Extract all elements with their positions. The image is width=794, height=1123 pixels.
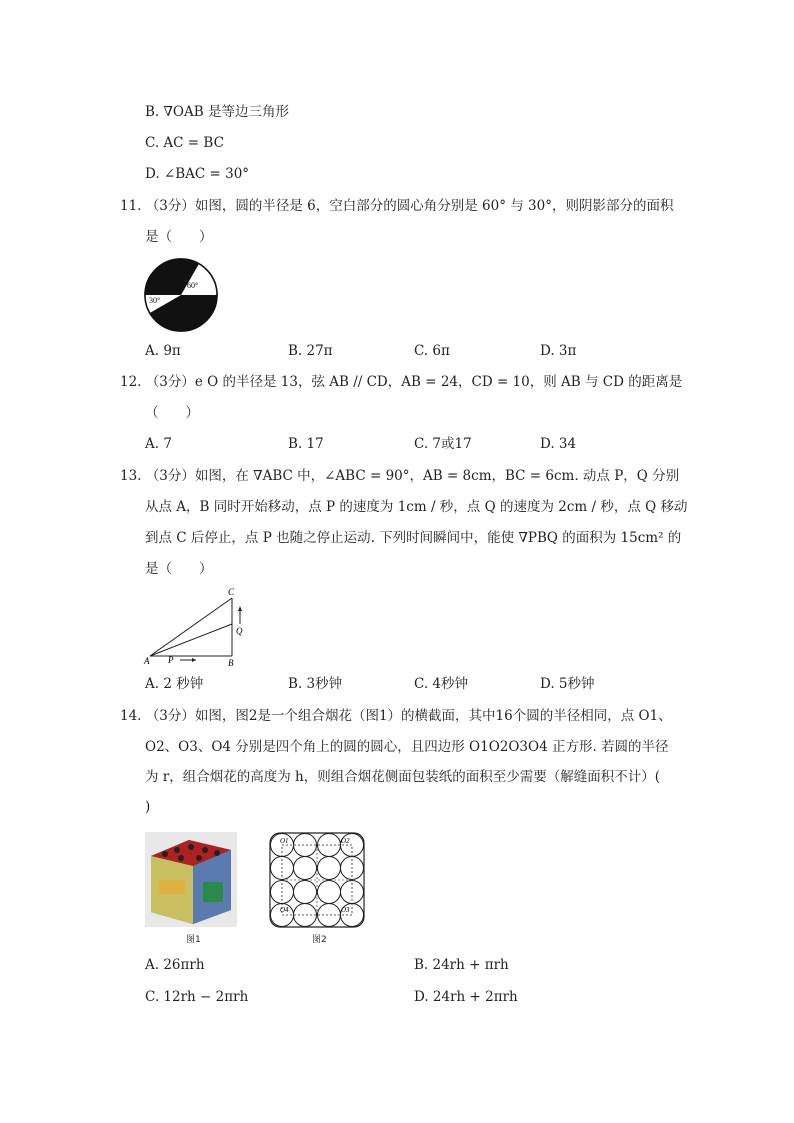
q13-label-a: A [144,656,150,666]
q14-label-o1: O1 [280,837,289,845]
q13-stem-line3: 到点 C 后停止，点 P 也随之停止运动. 下列时间瞬间中，能使 ∇PBQ 的面积为 15cm² 的 [145,530,682,546]
q14-label-o4: O4 [280,906,289,914]
q14-stem-line3: 为 r，组合烟花的高度为 h，则组合烟花侧面包装纸的面积至少需要（解缝面积不计）( [145,769,660,785]
q14-fireworks-photo [145,832,237,927]
q11-option-d: D. 3π [540,343,577,359]
q11-label-30: 30° [149,296,161,305]
q11-option-c: C. 6π [414,343,450,359]
q11-circle-figure [143,257,219,333]
q13-label-q: Q [236,626,243,636]
q14-option-a: A. 26πrh [145,957,205,973]
q14-fig1-caption: 图1 [186,935,201,945]
q12-option-c: C. 7或17 [414,436,472,452]
q14-label-o3: O3 [341,906,350,914]
q11-stem-line1: 11. （3分）如图，圆的半径是 6，空白部分的圆心角分别是 60° 与 30°，则阴影部分的面积 [120,198,674,214]
q13-option-c: C. 4秒钟 [414,676,469,692]
q14-circles-figure [269,832,365,928]
q14-label-o2: O2 [341,837,350,845]
q14-stem-line1: 14. （3分）如图，图2是一个组合烟花（图1）的横截面，其中16个圆的半径相同，点 O1、 [120,708,672,724]
q12-stem-line2: （ ） [145,405,199,421]
q13-stem-line1: 13. （3分）如图，在 ∇ABC 中，∠ABC = 90°，AB = 8cm，BC = 6cm. 动点 P，Q 分别 [120,468,680,484]
q12-option-d: D. 34 [540,436,577,452]
q10-option-d: D. ∠BAC = 30° [145,166,250,182]
q11-option-a: A. 9π [145,343,181,359]
q13-stem-line2: 从点 A，B 同时开始移动，点 P 的速度为 1cm / 秒，点 Q 的速度为 2cm / 秒，点 Q 移动 [145,499,688,515]
q11-stem-line2: 是（ ） [145,229,213,245]
q12-option-a: A. 7 [145,436,172,452]
q10-option-b: B. ∇OAB 是等边三角形 [145,104,289,120]
q13-label-b: B [228,658,234,668]
q14-option-d: D. 24rh + 2πrh [414,989,518,1005]
q12-stem-line1: 12. （3分）e O 的半径是 13，弦 AB // CD，AB = 24，CD = 10，则 AB 与 CD 的距离是 [120,374,683,390]
q10-option-c: C. AC = BC [145,135,224,151]
q13-label-p: P [168,655,174,665]
q13-stem-line4: 是（ ） [145,561,213,577]
q11-label-60: 60° [187,281,199,290]
q14-option-b: B. 24rh + πrh [414,957,509,973]
q13-triangle-figure [140,584,252,668]
q12-option-b: B. 17 [288,436,324,452]
q11-option-b: B. 27π [288,343,333,359]
q13-label-c: C [228,587,235,597]
q14-fig2-caption: 图2 [312,935,327,945]
q14-stem-line4: ) [145,799,151,815]
q13-option-d: D. 5秒钟 [540,676,595,692]
q13-option-b: B. 3秒钟 [288,676,343,692]
q14-stem-line2: O2、O3、O4 分别是四个角上的圆的圆心，且四边形 O1O2O3O4 正方形. 若圆的半径 [145,739,669,755]
q14-option-c: C. 12rh − 2πrh [145,989,249,1005]
q13-option-a: A. 2 秒钟 [145,676,204,692]
